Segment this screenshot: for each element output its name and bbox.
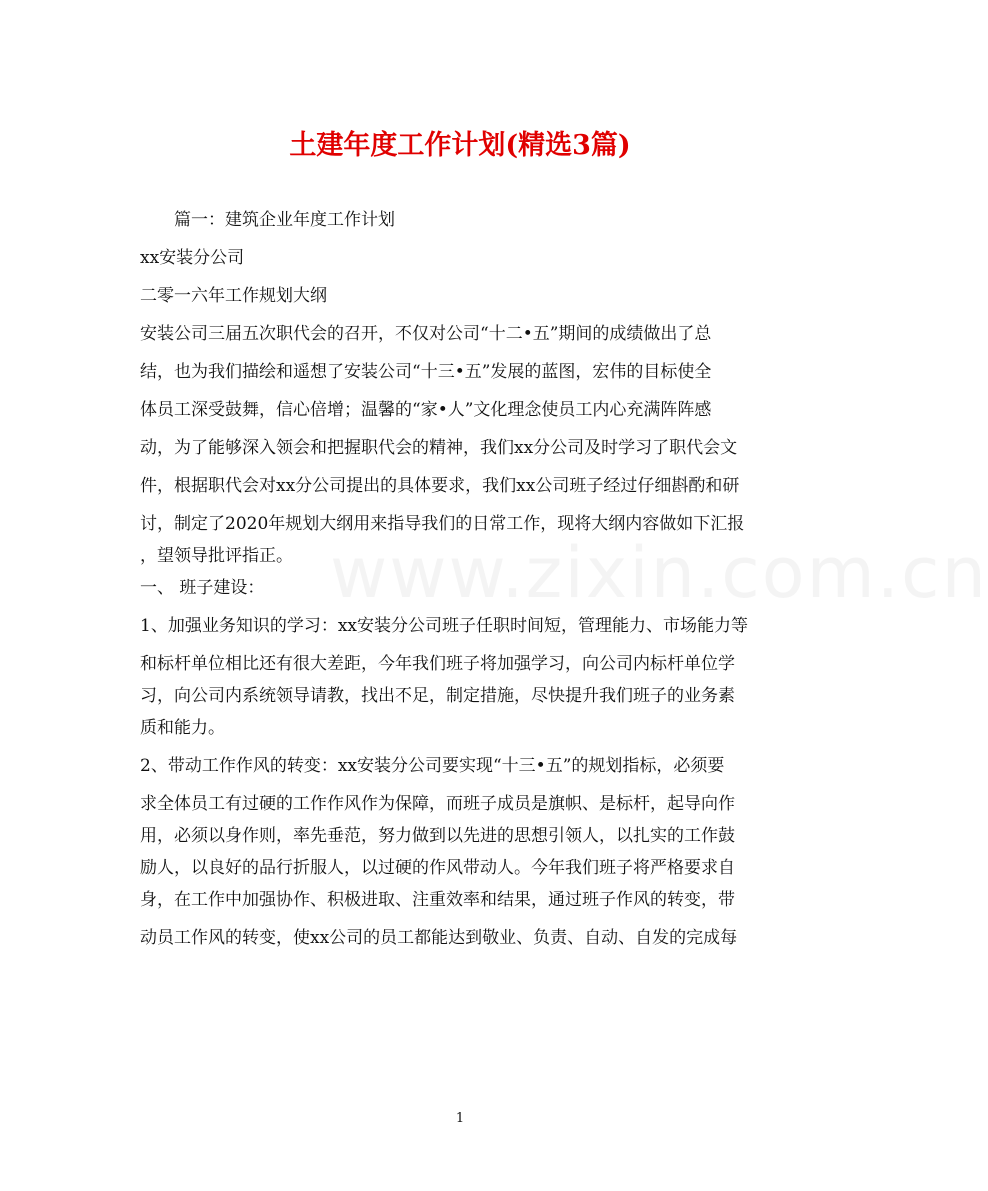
paragraph-line: 体员工深受鼓舞，信心倍增；温馨的“家•人”文化理念使员工内心充满阵阵感 bbox=[140, 400, 712, 420]
paragraph-line: 励人，以良好的品行折服人，以过硬的作风带动人。今年我们班子将严格要求自 bbox=[140, 858, 735, 878]
paragraph-line: 安装公司三届五次职代会的召开，不仅对公司“十二•五”期间的成绩做出了总 bbox=[140, 324, 712, 344]
paragraph-line: 2、带动工作作风的转变：xx安装分公司要实现“十三•五”的规划指标，必须要 bbox=[140, 756, 725, 776]
document-body bbox=[140, 204, 785, 954]
paragraph-line: 质和能力。 bbox=[140, 718, 225, 738]
page-number: 1 bbox=[455, 1111, 465, 1126]
paragraph-line: 二零一六年工作规划大纲 bbox=[140, 286, 327, 306]
paragraph-line: 求全体员工有过硬的工作作风作为保障，而班子成员是旗帜、是标杆，起导向作 bbox=[140, 794, 735, 814]
paragraph-line: 身，在工作中加强协作、积极进取、注重效率和结果，通过班子作风的转变，带 bbox=[140, 890, 735, 910]
paragraph-line: 习，向公司内系统领导请教，找出不足，制定措施，尽快提升我们班子的业务素 bbox=[140, 686, 735, 706]
paragraph-line: 和标杆单位相比还有很大差距，今年我们班子将加强学习，向公司内标杆单位学 bbox=[140, 654, 735, 674]
paragraph-line: ，望领导批评指正。 bbox=[140, 546, 293, 566]
paragraph-line: xx安装分公司 bbox=[140, 248, 245, 268]
paragraph-line: 件，根据职代会对xx分公司提出的具体要求，我们xx公司班子经过仔细斟酌和研 bbox=[140, 476, 740, 496]
paragraph-line: 1、加强业务知识的学习：xx安装分公司班子任职时间短，管理能力、市场能力等 bbox=[140, 616, 748, 636]
paragraph-line: 讨，制定了2020年规划大纲用来指导我们的日常工作，现将大纲内容做如下汇报 bbox=[140, 514, 745, 534]
section-heading: 一、 班子建设： bbox=[140, 578, 265, 598]
paragraph-line: 动员工作风的转变，使xx公司的员工都能达到敬业、负责、自动、自发的完成每 bbox=[140, 928, 738, 948]
paragraph-line: 结，也为我们描绘和遥想了安装公司“十三•五”发展的蓝图，宏伟的目标使全 bbox=[140, 362, 712, 382]
paragraph-line: 用，必须以身作则，率先垂范，努力做到以先进的思想引领人，以扎实的工作鼓 bbox=[140, 826, 735, 846]
paragraph-line: 动，为了能够深入领会和把握职代会的精神，我们xx分公司及时学习了职代会文 bbox=[140, 438, 738, 458]
section-heading: 篇一：建筑企业年度工作计划 bbox=[174, 210, 395, 230]
document-title: 土建年度工作计划(精选3篇) bbox=[289, 130, 631, 161]
watermark: www.zixin.com.cn bbox=[330, 532, 988, 614]
